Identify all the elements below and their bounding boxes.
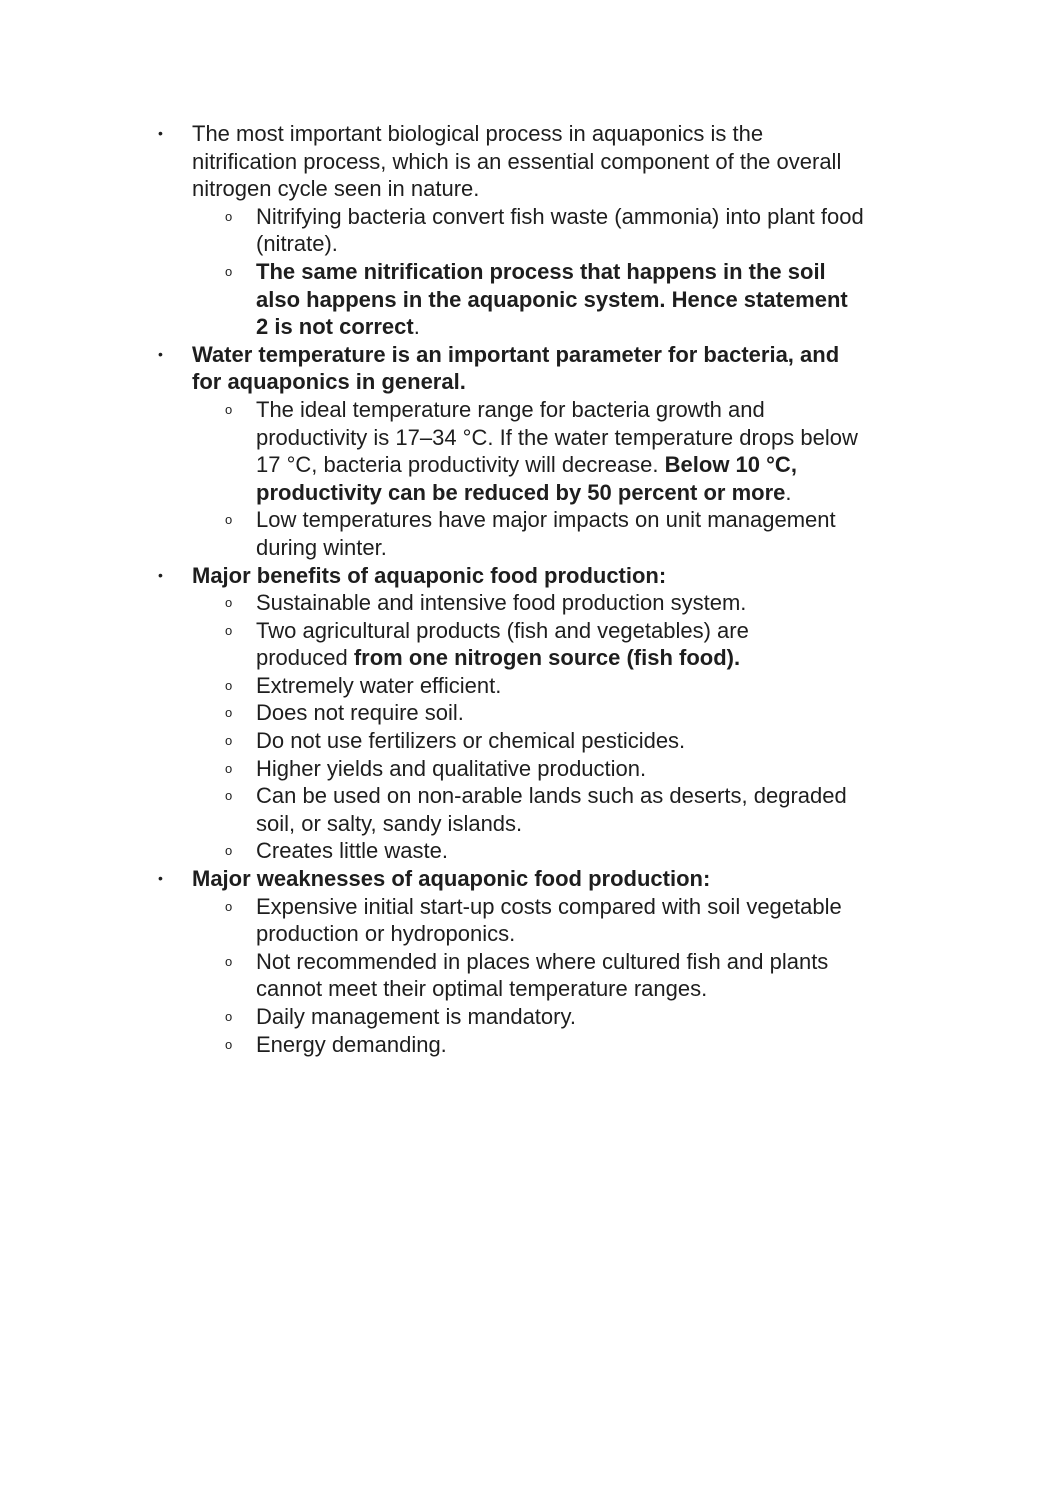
line-text: [256, 975, 707, 1003]
line-text: [192, 148, 841, 176]
bold-text: Below 10 °C,: [664, 452, 797, 478]
text-segment: Higher yields and qualitative production.: [256, 755, 647, 781]
bullet-dot-icon: •: [158, 870, 163, 887]
line-text: [192, 562, 666, 590]
text-segment: Daily management is mandatory.: [256, 1004, 576, 1029]
sub-bullet-line: [0, 837, 1058, 865]
bullet-line: [0, 120, 1058, 148]
bullet-line: [0, 175, 1058, 203]
text-segment: nitrification process, which is an essential component of the overall: [192, 148, 842, 174]
text-segment: Do not use fertilizers or chemical pesticides.: [256, 728, 686, 754]
bold-text: 2 is not correct: [256, 314, 414, 340]
line-text: [256, 230, 338, 258]
sub-bullet-line: [0, 313, 1058, 341]
line-text: [256, 424, 858, 452]
sub-bullet-line: [0, 286, 1058, 314]
sub-bullet-circle-icon: o: [225, 788, 233, 804]
bullet-line: [0, 341, 1058, 369]
line-text: [256, 617, 749, 645]
text-segment: Extremely water efficient.: [256, 672, 502, 698]
sub-bullet-line: [0, 727, 1058, 755]
text-segment: The ideal temperature range for bacteria growth and: [256, 396, 765, 422]
sub-bullet-line: [0, 203, 1058, 231]
text-segment: Can be used on non-arable lands such as deserts, degraded: [256, 783, 847, 809]
line-text: [256, 451, 797, 479]
line-text: [256, 396, 765, 424]
sub-bullet-circle-icon: o: [225, 760, 233, 776]
line-text: [256, 644, 740, 672]
text-segment: 17 °C, bacteria productivity will decrease.: [256, 452, 665, 478]
sub-bullet-circle-icon: o: [225, 512, 233, 528]
line-text: [256, 1003, 576, 1031]
text-segment: nitrogen cycle seen in nature.: [192, 176, 480, 202]
text-segment: The most important biological process in aquaponics is the: [192, 121, 764, 146]
text-segment: .: [413, 314, 420, 340]
sub-bullet-circle-icon: o: [225, 677, 233, 693]
text-segment: Nitrifying bacteria convert fish waste (ammonia) into plant food: [256, 203, 864, 229]
line-text: [256, 258, 826, 286]
bold-text: Major benefits of aquaponic food production:: [192, 562, 667, 588]
sub-bullet-line: [0, 258, 1058, 286]
bullet-dot-icon: •: [158, 125, 163, 141]
text-segment: soil, or salty, sandy islands.: [256, 810, 523, 836]
bold-text: The same nitrification process that happens in the soil: [256, 258, 826, 284]
line-text: [192, 865, 710, 893]
line-text: [256, 837, 448, 865]
text-segment: (nitrate).: [256, 231, 338, 257]
text-segment: Creates little waste.: [256, 838, 448, 864]
sub-bullet-line: [0, 451, 1058, 479]
bullet-line: [0, 148, 1058, 176]
line-text: [256, 755, 646, 783]
bold-text: for aquaponics in general.: [192, 369, 466, 395]
bold-text: productivity can be reduced by 50 percent or more: [256, 479, 786, 505]
sub-bullet-line: [0, 755, 1058, 783]
sub-bullet-circle-icon: o: [225, 595, 233, 611]
line-text: [256, 203, 864, 231]
text-segment: Low temperatures have major impacts on unit management: [256, 507, 836, 533]
sub-bullet-line: [0, 644, 1058, 672]
line-text: [192, 368, 466, 396]
line-text: [256, 479, 792, 507]
sub-bullet-circle-icon: o: [225, 843, 233, 859]
sub-bullet-circle-icon: o: [225, 208, 233, 224]
sub-bullet-circle-icon: o: [225, 1036, 233, 1052]
line-text: [256, 589, 746, 617]
line-text: [256, 534, 387, 562]
line-text: [256, 948, 828, 976]
line-text: [192, 175, 479, 203]
line-text: [192, 120, 763, 148]
text-segment: Two agricultural products (fish and vegetables) are: [256, 617, 749, 643]
sub-bullet-circle-icon: o: [225, 1009, 233, 1024]
bullet-line: [0, 865, 1058, 893]
text-segment: .: [785, 479, 792, 505]
text-segment: Energy demanding.: [256, 1031, 447, 1057]
sub-bullet-circle-icon: o: [225, 953, 233, 969]
sub-bullet-circle-icon: o: [225, 898, 233, 914]
bold-text: from one nitrogen source (fish food).: [353, 645, 741, 671]
document-body: [0, 120, 1058, 1058]
text-segment: cannot meet their optimal temperature ranges.: [256, 976, 708, 1002]
sub-bullet-line: [0, 506, 1058, 534]
text-segment: Does not require soil.: [256, 700, 464, 726]
sub-bullet-line: [0, 1003, 1058, 1031]
sub-bullet-circle-icon: o: [225, 263, 233, 279]
line-text: [256, 810, 522, 838]
line-text: [256, 699, 464, 727]
sub-bullet-line: [0, 396, 1058, 424]
sub-bullet-line: [0, 810, 1058, 838]
sub-bullet-circle-icon: o: [225, 622, 233, 638]
sub-bullet-line: [0, 424, 1058, 452]
sub-bullet-line: [0, 479, 1058, 507]
text-segment: Not recommended in places where cultured fish and plants: [256, 948, 829, 974]
text-segment: production or hydroponics.: [256, 921, 516, 947]
bold-text: Major weaknesses of aquaponic food production:: [192, 866, 711, 892]
sub-bullet-line: [0, 672, 1058, 700]
line-text: [256, 672, 501, 700]
sub-bullet-line: [0, 782, 1058, 810]
line-text: [256, 920, 515, 948]
sub-bullet-line: [0, 534, 1058, 562]
sub-bullet-line: [0, 893, 1058, 921]
bullet-line: [0, 562, 1058, 590]
line-text: [256, 286, 848, 314]
sub-bullet-line: [0, 230, 1058, 258]
bold-text: Water temperature is an important parameter for bacteria, and: [192, 341, 840, 367]
line-text: [256, 727, 685, 755]
line-text: [256, 313, 420, 341]
text-segment: productivity is 17–34 °C. If the water temperature drops below: [256, 424, 858, 450]
bold-text: also happens in the aquaponic system. Hence statement: [256, 286, 848, 312]
sub-bullet-circle-icon: o: [225, 401, 233, 417]
text-segment: Sustainable and intensive food production system.: [256, 590, 747, 616]
bullet-dot-icon: •: [158, 345, 163, 362]
line-text: [256, 893, 842, 921]
bullet-line: [0, 368, 1058, 396]
sub-bullet-line: [0, 1031, 1058, 1059]
text-segment: during winter.: [256, 534, 387, 560]
text-segment: produced: [256, 645, 354, 671]
line-text: [256, 782, 847, 810]
sub-bullet-circle-icon: o: [225, 733, 233, 749]
text-segment: Expensive initial start-up costs compared with soil vegetable: [256, 893, 842, 919]
sub-bullet-line: [0, 617, 1058, 645]
sub-bullet-circle-icon: o: [225, 705, 233, 721]
sub-bullet-line: [0, 920, 1058, 948]
line-text: [256, 506, 836, 534]
bullet-dot-icon: •: [158, 566, 163, 583]
sub-bullet-line: [0, 948, 1058, 976]
line-text: [256, 1031, 447, 1059]
line-text: [192, 341, 839, 369]
sub-bullet-line: [0, 975, 1058, 1003]
sub-bullet-line: [0, 699, 1058, 727]
sub-bullet-line: [0, 589, 1058, 617]
